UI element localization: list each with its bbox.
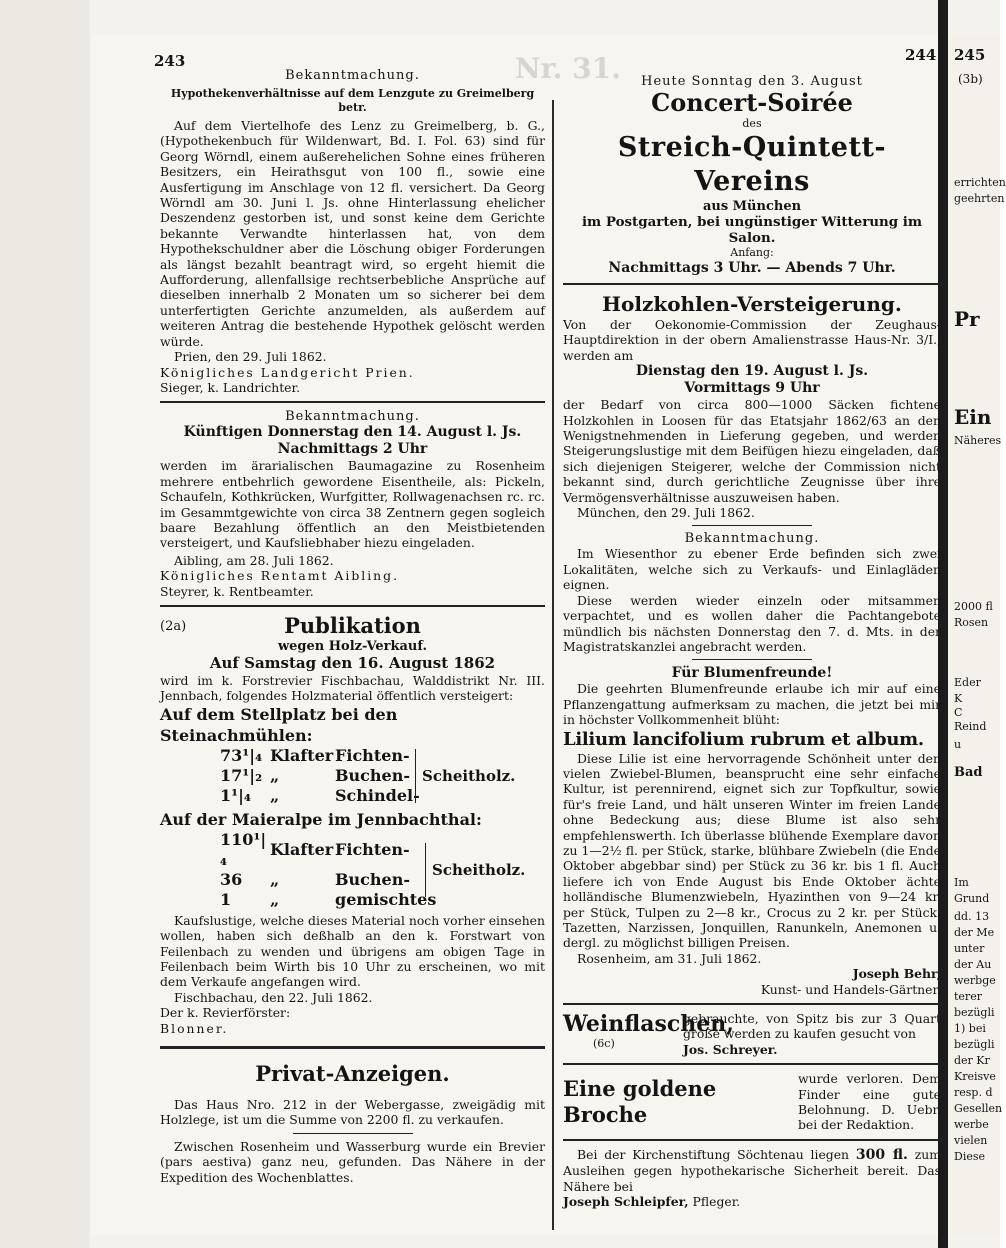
divider <box>160 1046 545 1049</box>
bottles-signer: Jos. Schreyer. <box>683 1041 778 1057</box>
notice2-line1: Künftigen Donnerstag den 14. August l. Js. <box>183 424 522 441</box>
next-page-fragment: resp. d <box>954 1086 993 1099</box>
notice3-place1: Auf dem Stellplatz bei den Steinachmühlen: <box>160 704 398 745</box>
next-page-fragment: Kreisve <box>954 1070 996 1083</box>
private-ad-breviary: Zwischen Rosenheim und Wasserburg wurde ein Brevier (pars aestiva) ganz neu, gefunden. Das Nähere in der Expedition des Wochenblattes. <box>160 1138 545 1185</box>
notice2-line2: Nachmittags 2 Uhr <box>277 441 428 458</box>
notice-body1: Im Wiesenthor zu ebener Erde befinden sich zwei Lokalitäten, welche sich zu Verkaufs- und Einlagläden eignen. <box>563 546 941 593</box>
next-page-fragment: C <box>954 706 963 719</box>
next-page-fragment: errichten <box>954 176 1006 189</box>
auction-intro: Von der Oekonomie-Commission der Zeughaus-Hauptdirektion in der obern Amalienstrasse Haus-Nr. 3/I., werden am <box>563 317 941 363</box>
next-page-fragment: der Au <box>954 958 992 971</box>
next-page-fragment: dd. 13 <box>954 910 990 923</box>
next-page-fragment: terer <box>954 990 982 1003</box>
divider <box>563 283 941 285</box>
notice3-table1 <box>220 746 545 806</box>
notice2-date: Aibling, am 28. Juli 1862. <box>174 552 334 568</box>
next-page-fragment: werbe <box>954 1118 989 1131</box>
notice1-authority: Königliches Landgericht Prien. <box>160 364 415 380</box>
left-column <box>160 68 545 1185</box>
notice1-title: Bekanntmachung. <box>285 68 420 83</box>
bottles-text: gebrauchte, von Spitz bis zur 3 Quart größe werden zu kaufen gesucht von <box>683 1011 941 1042</box>
flowers-title: Für Blumenfreunde! <box>671 665 833 682</box>
next-page-fragment: Diese <box>954 1150 986 1163</box>
notice3-date: Fischbachau, den 22. Juli 1862. <box>174 989 373 1005</box>
flowers-signer: Joseph Behr, <box>852 966 941 982</box>
notice-title: Bekanntmachung. <box>684 531 820 547</box>
next-page-fragment: Rosen <box>954 616 989 629</box>
notice1-body: Auf dem Viertelhofe des Lenz zu Greimelberg, b. G., (Hypothekenbuch für Wildenwart, Bd. I. Fol. 63) sind für Georg Wörndl, einem außerehelichen Sohne eines früheren Besitzers, ein Heirathsgut von 100 fl., sowie eine Ausfertigung im Anschlage von 12 fl. versichert. Da Georg Wörndl am 30. Juni l. Js. ohne Hinterlassung ehelicher Deszendenz gestorben ist, und sonst keine dem Gerichte bekannte Verwandte hinterlassen hat, von dem Hypothekschuldner aber die Löschung obiger Forderungen als längst bezahlt beantragt wird, so ergeht hiemit die Aufforderung, allenfallsige rechtserbebliche Ansprüche auf dieselben innerhalb 2 Monaten um so sicherer bei dem unterfertigten Gerichte anzumelden, als außerdem auf weiteren Antrag die bestehende Hypothek gelöscht werden würde. <box>160 118 545 349</box>
page-number-right-sub: (3b) <box>958 72 983 86</box>
notice3-signer: Blonner. <box>160 1020 229 1036</box>
church-ad: Bei der Kirchenstiftung Söchtenau liegen 300 fl. zum Ausleihen gegen hypothekarische Sicherheit bereit. Das Nähere bei <box>563 1146 941 1194</box>
notice3-intro: wird im k. Forstrevier Fischbachau, Walddistrikt Nr. III. Jennbach, folgendes Holzmaterial öffentlich versteigert: <box>160 672 545 704</box>
divider <box>563 1003 941 1005</box>
next-page-fragment: Reind <box>954 720 987 733</box>
next-page-fragment: Näheres <box>954 434 1002 447</box>
notice3-title: Publikation <box>284 612 421 638</box>
table-row: 1 „ gemischtes <box>220 889 437 909</box>
next-page-fragment: Im <box>954 876 969 889</box>
table-row: 73¹|₄ Klafter Fichten- <box>220 745 410 765</box>
concert-des: des <box>742 117 762 130</box>
next-page-fragment: werbge <box>954 974 996 987</box>
divider <box>563 1063 941 1065</box>
notice1-signer: Sieger, k. Landrichter. <box>160 379 301 395</box>
next-page-fragment: unter <box>954 942 985 955</box>
bottles-ad <box>563 1011 941 1057</box>
notice1-date: Prien, den 29. Juli 1862. <box>174 349 327 365</box>
page-number-center: 244 <box>905 46 937 64</box>
flowers-body: Diese Lilie ist eine hervorragende Schönheit unter den vielen Zwiebel-Blumen, beansprucht eine sehr einfache Kultur, ist perennirend, eignet sich zur Topfkultur, sowie für's freie Land, und hält unseren Winter im freien Lande ohne Bedeckung aus; diese Blume ist also sehr empfehlenswerth. Ich überlasse blühende Exemplare davon zu 1—2½ fl. per Stück, starke, blühbare Zwiebeln (die Ende Oktober abgebbar sind) per Stück zu 36 kr. bis 1 fl. Auch liefere ich von Ende August bis Ende Oktober ächte holländische Blumenzwiebeln, Hyazinthen von 9—24 kr. per Stück, Tulpen zu 2—8 kr., Crocus zu 2 kr. per Stück. Tazetten, Narzissen, Jonquillen, Ranunkeln, Anemonen u. dergl. zu möglichst billigen Preisen. <box>563 750 941 951</box>
notice2-authority: Königliches Rentamt Aibling. <box>160 568 400 584</box>
divider <box>160 401 545 403</box>
next-page-fragment: vielen <box>954 1134 988 1147</box>
next-page-fragment: u <box>954 738 962 751</box>
notice3-date-line: Auf Samstag den 16. August 1862 <box>209 653 496 672</box>
divider <box>692 525 812 526</box>
auction-time: Vormittags 9 Uhr <box>684 380 820 397</box>
right-column <box>563 68 941 1210</box>
next-page-fragment: 1) bei <box>954 1022 986 1035</box>
page-number-left: 243 <box>154 52 186 70</box>
concert-anfang: Anfang: <box>730 246 774 259</box>
notice1-subtitle: Hypothekenverhältnisse auf dem Lenzgute zu Greimelberg betr. <box>170 87 535 114</box>
concert-ensemble: Streich-Quintett-Vereins <box>617 132 887 197</box>
next-page-fragment: der Me <box>954 926 995 939</box>
next-page-fragment: Pr <box>954 307 980 331</box>
notice3-tag: (2a) <box>160 618 187 634</box>
brace-label: Scheitholz. <box>415 749 515 803</box>
page-number-right: 245 <box>954 46 986 64</box>
divider <box>692 659 812 660</box>
brace-label: Scheitholz. <box>425 843 525 897</box>
brooch-text-a: wurde verloren. Dem Finder eine gute Belohnung. D. Uebr. bei der Redaktion. <box>798 1071 941 1133</box>
concert-times: Nachmittags 3 Uhr. — Abends 7 Uhr. <box>608 260 896 276</box>
private-title: Privat-Anzeigen. <box>255 1061 450 1087</box>
flowers-intro: Die geehrten Blumenfreunde erlaube ich mir auf eine Pflanzengattung aufmerksam zu machen, die jetzt bei mir in höchster Vollkommenheit blüht: <box>563 681 941 728</box>
auction-place-date: München, den 29. Juli 1862. <box>577 505 755 521</box>
next-page-fragment: Bad <box>954 765 983 780</box>
next-page-fragment: Grund <box>954 892 990 905</box>
notice3-place2: Auf der Maieralpe im Jennbachthal: <box>160 809 482 829</box>
concert-title: Concert-Soirée <box>651 88 853 117</box>
bottles-tag: (6c) <box>593 1037 615 1051</box>
notice3-authority: Der k. Revierförster: <box>160 1005 291 1021</box>
auction-title: Holzkohlen-Versteigerung. <box>602 292 902 316</box>
next-page-fragment: der Kr <box>954 1054 990 1067</box>
ghost-header: Nr. 31. <box>515 52 621 85</box>
table-row: 1¹|₄ „ Schindel- <box>220 785 420 805</box>
next-page-fragment: Ein <box>954 405 992 429</box>
divider <box>293 1133 413 1134</box>
concert-date: Heute Sonntag den 3. August <box>641 74 863 89</box>
notice2-title: Bekanntmachung. <box>285 409 420 425</box>
divider <box>563 1139 941 1141</box>
table-row: 17¹|₂ „ Buchen- <box>220 765 410 785</box>
table-row: 110¹|₄ Klafter Fichten- <box>220 829 410 869</box>
notice3-table2 <box>220 830 545 910</box>
next-page-fragment: 2000 fl <box>954 600 993 613</box>
private-ad-house: Das Haus Nro. 212 in der Webergasse, zweigädig mit Holzlege, ist um die Summe von 2200 fl. zu verkaufen. <box>160 1097 545 1128</box>
left-margin <box>0 0 90 1248</box>
notice3-subtitle: wegen Holz-Verkauf. <box>277 638 428 654</box>
next-page-fragment: Gesellen <box>954 1102 1003 1115</box>
next-page-fragment: geehrten <box>954 192 1005 205</box>
flowers-role: Kunst- und Handels-Gärtner. <box>760 981 941 997</box>
next-page-fragment: K <box>954 692 963 705</box>
column-rule <box>552 100 554 1230</box>
notice-body2: Diese werden wieder einzeln oder mitsammen verpachtet, und es wollen daher die Pachtangebote mündlich bis nächsten Donnerstag den 7. d. Mts. in der Magistratskanzlei angebracht werden. <box>563 592 941 654</box>
concert-place: im Postgarten, bei ungünstiger Witterung im Salon. <box>581 214 923 246</box>
notice2-signer: Steyrer, k. Rentbeamter. <box>160 583 314 599</box>
next-page-fragment: Eder <box>954 676 981 689</box>
bottles-title: Weinflaschen, <box>563 1011 734 1038</box>
concert-from: aus München <box>702 199 802 214</box>
flowers-latin: Lilium lancifolium rubrum et album. <box>563 728 924 750</box>
brooch-ad <box>563 1071 941 1133</box>
brooch-title: Eine goldene Broche <box>563 1076 717 1128</box>
auction-body: der Bedarf von circa 800—1000 Säcken fichtene Holzkohlen in Loosen für das Etatsjahr 1862/63 an den Wenigstnehmenden in Lieferung gegeben, und werden Steigerungslustige mit dem Beifügen hiezu eingeladen, daß sich diejenigen Steigerer, welche der Commission nicht bekannt sind, durch gerichtliche Zeugnisse über ihre Vermögensverhältnisse auszuweisen haben. <box>563 397 941 505</box>
notice3-body: Kaufslustige, welche dieses Material noch vorher einsehen wollen, haben sich deßhalb an den k. Forstwart von Feilenbach zu wenden und übrigens am obigen Tage in Feilenbach beim Wirth bis 10 Uhr zu erscheinen, wo mit dem Verkaufe angefangen wird. <box>160 912 545 990</box>
next-page-fragment: bezügli <box>954 1006 995 1019</box>
flowers-place-date: Rosenheim, am 31. Juli 1862. <box>577 950 762 966</box>
divider <box>160 605 545 607</box>
next-page-fragment: bezügli <box>954 1038 995 1051</box>
church-signer-line: Joseph Schleipfer, Pfleger. <box>563 1194 741 1210</box>
auction-date: Dienstag den 19. August l. Js. <box>635 363 869 380</box>
table-row: 36 „ Buchen- <box>220 869 410 889</box>
notice2-body: werden im ärarialischen Baumagazine zu Rosenheim mehrere entbehrlich gewordene Eisentheile, als: Pickeln, Schaufeln, Kothkrücken, Wurfgitter, Rollwagenachsen rc. rc. im Gesammtgewichte von circa 38 Zentnern gegen sogleich baare Bezahlung öffentlich an den Meistbietenden versteigert, und Kaufsliebhaber hiezu eingeladen. <box>160 458 545 551</box>
